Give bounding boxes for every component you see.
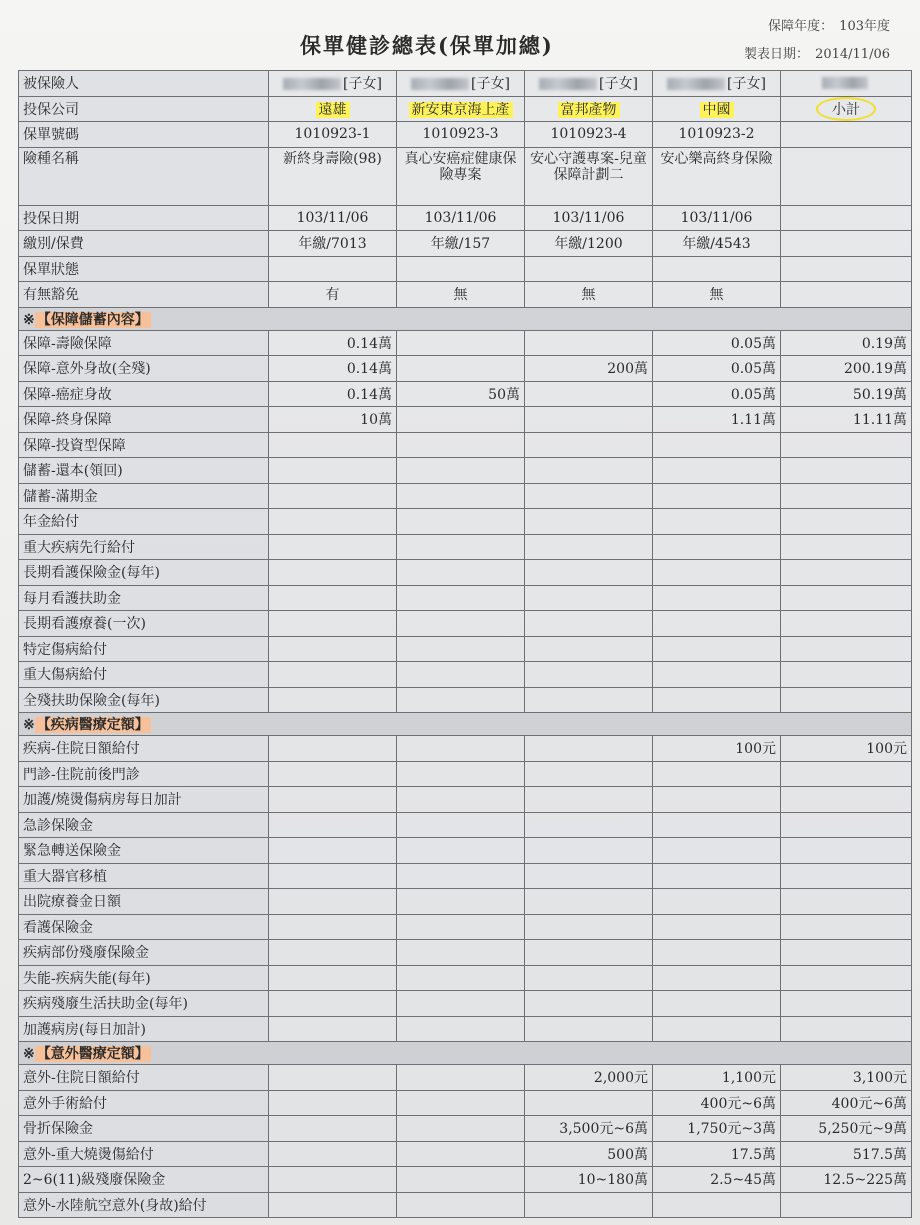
table-row [19,991,912,1017]
subtotal-cell [781,483,912,509]
value-cell [269,636,397,662]
row-label: 失能-疾病失能(每年) [19,965,269,991]
policy-status-row: 保單狀態 [19,256,912,282]
value-cell [269,889,397,915]
subtotal-cell: 517.5萬 [781,1141,912,1167]
value-cell: 1.11萬 [653,407,781,433]
row-label: 保障-意外身故(全殘) [19,356,269,382]
value-cell [653,560,781,586]
coverage-year: 保障年度： 103年度 [768,19,890,34]
value-cell [269,458,397,484]
value-cell [397,1167,525,1193]
value-cell [269,1090,397,1116]
row-label: 重大傷病給付 [19,662,269,688]
value-cell [525,585,653,611]
policy-summary-table [18,70,912,1218]
value-cell [269,611,397,637]
value-cell [653,432,781,458]
subtotal-cell: 50.19萬 [781,381,912,407]
table-row [19,509,912,535]
value-cell [653,534,781,560]
value-cell [269,585,397,611]
value-cell [653,812,781,838]
value-cell: 17.5萬 [653,1141,781,1167]
value-cell [269,838,397,864]
table-row [19,356,912,382]
row-label: 急診保險金 [19,812,269,838]
value-cell [525,1090,653,1116]
value-cell [269,761,397,787]
value-cell [653,940,781,966]
table-row [19,1167,912,1193]
value-cell [397,787,525,813]
value-cell [525,483,653,509]
subtotal-cell [781,914,912,940]
row-label: 疾病殘廢生活扶助金(每年) [19,991,269,1017]
premium-row: 繳別/保費 年繳/7013 年繳/157 年繳/1200 年繳/4543 [19,231,912,257]
value-cell [653,662,781,688]
value-cell [653,1192,781,1218]
row-label: 長期看護療養(一次) [19,611,269,637]
value-cell [397,838,525,864]
value-cell [397,509,525,535]
table-row [19,1141,912,1167]
policy-number-row: 保單號碼 1010923-1 1010923-3 1010923-4 1010923-2 [19,122,912,148]
table-row [19,838,912,864]
value-cell [397,585,525,611]
table-row [19,636,912,662]
subtotal-cell: 100元 [781,736,912,762]
value-cell [397,611,525,637]
value-cell: 1,100元 [653,1065,781,1091]
value-cell [525,965,653,991]
row-label: 2~6(11)級殘廢保險金 [19,1167,269,1193]
value-cell: 400元~6萬 [653,1090,781,1116]
value-cell [525,761,653,787]
subtotal-cell: 0.19萬 [781,330,912,356]
table-row [19,787,912,813]
reference-mark-icon: ※ [23,1046,35,1062]
value-cell [269,687,397,713]
value-cell [269,863,397,889]
subtotal-cell [781,509,912,535]
value-cell [653,761,781,787]
subtotal-cell [781,761,912,787]
row-label: 保障-終身保障 [19,407,269,433]
company-name: 富邦產物 [558,102,620,118]
subtotal-cell [781,687,912,713]
subtotal-cell [781,458,912,484]
table-row [19,761,912,787]
value-cell: 3,500元~6萬 [525,1116,653,1142]
value-cell [653,863,781,889]
value-cell [525,458,653,484]
value-cell [269,509,397,535]
company-name: 中國 [700,102,734,118]
value-cell: 0.05萬 [653,330,781,356]
value-cell [397,1090,525,1116]
value-cell [653,483,781,509]
row-label: 疾病部份殘廢保險金 [19,940,269,966]
value-cell: 10萬 [269,407,397,433]
section-title: 【意外醫療定額】 [36,1046,149,1062]
value-cell [397,889,525,915]
table-row [19,483,912,509]
row-label: 每月看護扶助金 [19,585,269,611]
value-cell [653,636,781,662]
subtotal-cell [781,636,912,662]
value-cell [397,330,525,356]
table-row [19,812,912,838]
value-cell [525,991,653,1017]
value-cell [525,1192,653,1218]
row-label: 加護病房(每日加計) [19,1016,269,1042]
table-row [19,585,912,611]
row-label: 意外手術給付 [19,1090,269,1116]
subtotal-cell: 11.11萬 [781,407,912,433]
value-cell: 2,000元 [525,1065,653,1091]
subtotal-cell [781,838,912,864]
value-cell: 0.14萬 [269,356,397,382]
table-row [19,1016,912,1042]
value-cell [653,965,781,991]
subtotal-cell: 5,250元~9萬 [781,1116,912,1142]
value-cell: 500萬 [525,1141,653,1167]
value-cell [525,611,653,637]
value-cell [525,381,653,407]
value-cell [525,889,653,915]
row-label: 看護保險金 [19,914,269,940]
insured-cell: [子女] [269,71,397,97]
value-cell [269,1065,397,1091]
section-title: 【疾病醫療定額】 [36,717,149,733]
value-cell [269,432,397,458]
value-cell [269,812,397,838]
value-cell [525,787,653,813]
value-cell: 0.05萬 [653,356,781,382]
value-cell [269,991,397,1017]
company-name: 遠雄 [316,102,350,118]
subtotal-label: 小計 [816,97,876,121]
value-cell [525,560,653,586]
table-row [19,662,912,688]
value-cell [525,812,653,838]
subtotal-cell [781,611,912,637]
row-label: 重大疾病先行給付 [19,534,269,560]
table-row [19,914,912,940]
value-cell [397,940,525,966]
subtotal-cell [781,560,912,586]
value-cell: 0.14萬 [269,330,397,356]
table-row [19,1116,912,1142]
value-cell [269,560,397,586]
row-label: 特定傷病給付 [19,636,269,662]
value-cell [653,991,781,1017]
company-name: 新安東京海上產 [409,102,513,118]
value-cell [525,687,653,713]
value-cell: 100元 [653,736,781,762]
insured-cell: [子女] [525,71,653,97]
row-label: 意外-重大燒燙傷給付 [19,1141,269,1167]
table-row [19,889,912,915]
row-label: 意外-水陸航空意外(身故)給付 [19,1192,269,1218]
value-cell [397,914,525,940]
table-row [19,534,912,560]
value-cell [653,889,781,915]
value-cell [653,611,781,637]
value-cell [653,787,781,813]
row-label: 加護/燒燙傷病房每日加計 [19,787,269,813]
table-row [19,1065,912,1091]
value-cell [269,483,397,509]
subtotal-cell: 12.5~225萬 [781,1167,912,1193]
value-cell [653,687,781,713]
subtotal-cell [781,787,912,813]
subtotal-cell: 200.19萬 [781,356,912,382]
table-row [19,611,912,637]
row-label: 出院療養金日額 [19,889,269,915]
value-cell [653,1016,781,1042]
value-cell [269,965,397,991]
table-row [19,940,912,966]
value-cell [525,636,653,662]
subtotal-cell [781,991,912,1017]
row-label: 意外-住院日額給付 [19,1065,269,1091]
value-cell [397,662,525,688]
value-cell [269,1141,397,1167]
subtotal-cell [781,965,912,991]
value-cell: 0.05萬 [653,381,781,407]
row-label: 骨折保險金 [19,1116,269,1142]
table-row [19,458,912,484]
subtotal-cell [781,1192,912,1218]
value-cell [397,1016,525,1042]
insured-cell: [子女] [653,71,781,97]
value-cell [269,662,397,688]
value-cell [269,1016,397,1042]
value-cell: 50萬 [397,381,525,407]
value-cell [397,1065,525,1091]
value-cell [397,356,525,382]
table-row [19,965,912,991]
value-cell [653,914,781,940]
value-cell [269,787,397,813]
value-cell [653,458,781,484]
value-cell [525,1016,653,1042]
value-cell: 1,750元~3萬 [653,1116,781,1142]
value-cell [397,687,525,713]
value-cell: 200萬 [525,356,653,382]
page-title: 保單健診總表(保單加總) [300,33,554,58]
value-cell [269,914,397,940]
value-cell [397,761,525,787]
value-cell [397,483,525,509]
table-row [19,407,912,433]
section-title: 【保障儲蓄內容】 [36,311,149,328]
subtotal-cell [781,889,912,915]
value-cell [525,534,653,560]
value-cell [525,432,653,458]
table-row [19,687,912,713]
value-cell [397,560,525,586]
table-row [19,736,912,762]
value-cell [525,914,653,940]
value-cell [397,407,525,433]
table-row [19,1192,912,1218]
value-cell [397,534,525,560]
reference-mark-icon: ※ [23,311,35,328]
value-cell [653,585,781,611]
row-label: 保障-癌症身故 [19,381,269,407]
value-cell [397,636,525,662]
subtotal-cell [781,662,912,688]
subtotal-cell [781,863,912,889]
value-cell [269,1167,397,1193]
value-cell [397,965,525,991]
insured-cell [781,71,912,97]
product-name-row: 險種名稱 新終身壽險(98) 真心安癌症健康保險專案 安心守護專案-兒童保障計劃二 安心樂高終身保險 [19,147,912,205]
section-header [19,713,912,736]
value-cell [269,940,397,966]
subtotal-cell [781,534,912,560]
value-cell [397,736,525,762]
start-date-row: 投保日期 103/11/06 103/11/06 103/11/06 103/11/06 [19,205,912,231]
table-row [19,330,912,356]
waiver-row: 有無豁免 有 無 無 無 [19,282,912,308]
value-cell [397,458,525,484]
value-cell [397,991,525,1017]
table-row [19,1090,912,1116]
report-date: 製表日期： 2014/11/06 [744,47,890,62]
value-cell [525,863,653,889]
row-label: 儲蓄-滿期金 [19,483,269,509]
value-cell [525,662,653,688]
subtotal-cell [781,1016,912,1042]
value-cell: 10~180萬 [525,1167,653,1193]
row-label: 保障-投資型保障 [19,432,269,458]
company-row: 投保公司 遠雄 新安東京海上產 富邦產物 中國 小計 [19,96,912,122]
subtotal-cell [781,812,912,838]
value-cell [397,1116,525,1142]
row-label: 長期看護保險金(每年) [19,560,269,586]
value-cell [653,509,781,535]
value-cell [269,736,397,762]
value-cell [525,407,653,433]
section-header [19,307,912,330]
value-cell [269,1192,397,1218]
value-cell [525,838,653,864]
subtotal-cell [781,432,912,458]
value-cell [269,1116,397,1142]
table-row [19,432,912,458]
row-label: 疾病-住院日額給付 [19,736,269,762]
insured-row: 被保險人 [子女] [子女] [子女] [子女] [19,71,912,97]
reference-mark-icon: ※ [23,717,35,733]
table-row [19,381,912,407]
value-cell: 2.5~45萬 [653,1167,781,1193]
value-cell [397,432,525,458]
value-cell [397,812,525,838]
subtotal-cell [781,940,912,966]
subtotal-cell [781,585,912,611]
value-cell [653,838,781,864]
value-cell [525,940,653,966]
value-cell: 0.14萬 [269,381,397,407]
value-cell [525,509,653,535]
row-label: 年金給付 [19,509,269,535]
section-header [19,1042,912,1065]
value-cell [397,1141,525,1167]
value-cell [269,534,397,560]
value-cell [525,330,653,356]
value-cell [397,863,525,889]
row-label: 重大器官移植 [19,863,269,889]
value-cell [525,736,653,762]
row-label: 緊急轉送保險金 [19,838,269,864]
table-row [19,863,912,889]
insured-cell: [子女] [397,71,525,97]
value-cell [397,1192,525,1218]
subtotal-cell: 3,100元 [781,1065,912,1091]
row-label: 儲蓄-還本(領回) [19,458,269,484]
row-label: 保障-壽險保障 [19,330,269,356]
table-row [19,560,912,586]
row-label: 全殘扶助保險金(每年) [19,687,269,713]
subtotal-cell: 400元~6萬 [781,1090,912,1116]
row-label: 門診-住院前後門診 [19,761,269,787]
